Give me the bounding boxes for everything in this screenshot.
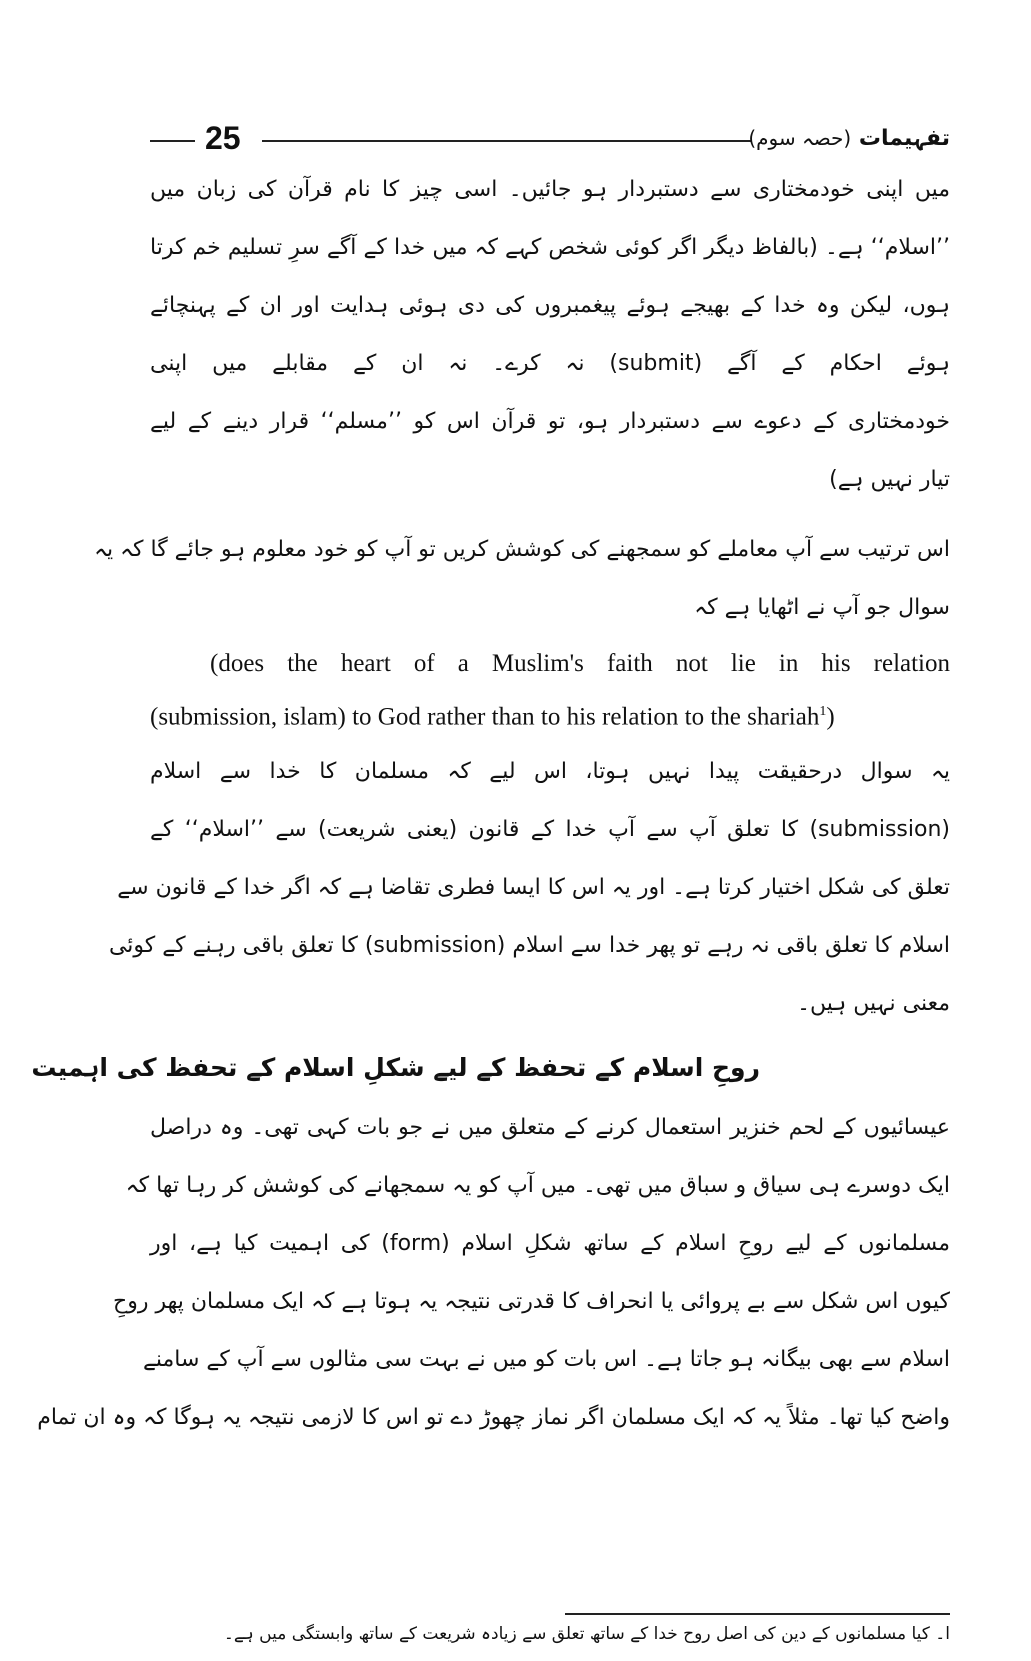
text-line: کیوں اس شکل سے بے پروائی یا انحراف کا قدرتی نتیجہ یہ ہوتا ہے کہ ایک مسلمان پھر روحِ — [113, 1289, 950, 1314]
text-line: مسلمانوں کے لیے روحِ اسلام کے ساتھ شکلِ اسلام (form) کی اہمیت کیا ہے، اور — [150, 1231, 950, 1256]
text-line: ہوئے احکام کے آگے (submit) نہ کرے۔ نہ ان کے مقابلے میں اپنی — [150, 351, 950, 376]
text-line: ہوں، لیکن وہ خدا کے بھیجے ہوئے پیغمبروں کی دی ہوئی ہدایت اور ان کے پہنچائے — [150, 293, 950, 318]
text-line: اسلام کا تعلق باقی نہ رہے تو پھر خدا سے اسلام (submission) کا تعلق باقی رہنے کے کوئی — [108, 933, 950, 958]
text-line: عیسائیوں کے لحم خنزیر استعمال کرنے کے متعلق میں نے جو بات کہی تھی۔ وہ دراصل — [150, 1115, 950, 1140]
page-number: 25 — [205, 120, 241, 156]
page-header — [150, 118, 950, 158]
english-quote-line — [150, 692, 950, 737]
english-quote-line: (does the heart of a Muslim's faith not lie in his relation — [210, 650, 950, 677]
text-line: ایک دوسرے ہی سیاق و سباق میں تھی۔ میں آپ کو یہ سمجھانے کی کوشش کر رہا تھا کہ — [125, 1173, 950, 1198]
running-title — [748, 118, 950, 159]
book-title: تفہیمات — [858, 126, 950, 151]
text-line: تعلق کی شکل اختیار کرتا ہے۔ اور یہ اس کا ایسا فطری تقاضا ہے کہ اگر خدا کے قانون سے — [117, 875, 950, 900]
footnote-rule — [565, 1613, 950, 1615]
section-heading: روحِ اسلام کے تحفظ کے لیے شکلِ اسلام کے تحفظ کی اہمیت — [31, 1053, 760, 1082]
text-line: سوال جو آپ نے اٹھایا ہے کہ — [694, 595, 950, 620]
text-line: یہ سوال درحقیقت پیدا نہیں ہوتا، اس لیے کہ مسلمان کا خدا سے اسلام — [150, 759, 950, 784]
footnote-marker: 1 — [819, 704, 827, 719]
header-rule-middle — [262, 140, 752, 142]
text-line: معنی نہیں ہیں۔ — [797, 991, 950, 1016]
english-quote-close: ) — [826, 703, 835, 731]
text-line: (submission) کا تعلق آپ سے آپ خدا کے قانون (یعنی شریعت) سے ’’اسلام‘‘ کے — [150, 817, 950, 842]
text-line: ’’اسلام‘‘ ہے۔ (بالفاظ دیگر اگر کوئی شخص کہے کہ میں خدا کے آگے سرِ تسلیم خم کرتا — [150, 235, 950, 260]
header-rule-left — [150, 140, 195, 142]
text-line: خودمختاری کے دعوے سے دستبردار ہو، تو قرآن اس کو ’’مسلم‘‘ قرار دینے کے لیے — [150, 409, 950, 434]
text-line: تیار نہیں ہے) — [829, 467, 950, 492]
english-quote-text: (submission, islam) to God rather than to his relation to the shariah — [150, 703, 820, 731]
footnote: ا۔ کیا مسلمانوں کے دین کی اصل روح خدا کے ساتھ تعلق سے زیادہ شریعت کے ساتھ وابستگی میں ہے۔ — [223, 1624, 950, 1644]
text-line: اس ترتیب سے آپ معاملے کو سمجھنے کی کوشش کریں تو آپ کو خود معلوم ہو جائے گا کہ یہ — [94, 537, 950, 562]
text-line: میں اپنی خودمختاری سے دستبردار ہو جائیں۔ اسی چیز کا نام قرآن کی زبان میں — [150, 177, 950, 202]
text-line: واضح کیا تھا۔ مثلاً یہ کہ ایک مسلمان اگر نماز چھوڑ دے تو اس کا لازمی نتیجہ یہ ہوگا کہ وہ ان تمام — [37, 1405, 950, 1430]
book-part: (حصہ سوم) — [748, 126, 852, 150]
text-line: اسلام سے بھی بیگانہ ہو جاتا ہے۔ اس بات کو میں نے بہت سی مثالوں سے آپ کے سامنے — [142, 1347, 950, 1372]
